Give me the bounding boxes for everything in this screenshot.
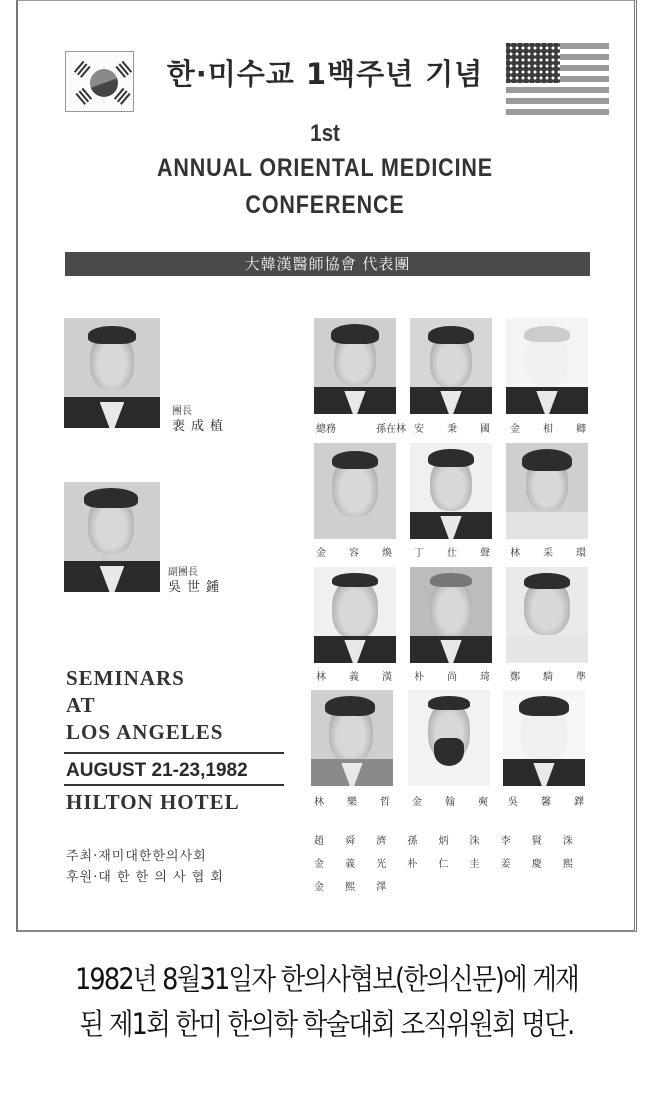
member-label-2: 安 秉 國 (414, 424, 490, 435)
usa-flag-icon (506, 43, 609, 115)
member-photo-11 (408, 690, 490, 786)
member-label-5: 丁 仕 聲 (414, 548, 490, 559)
leader-name-1: 裵成植 (172, 419, 230, 434)
member-photo-8 (410, 567, 492, 663)
venue-line2: AT (66, 693, 96, 717)
member-photo-12 (503, 690, 585, 786)
leader-role-2: 副團長 (168, 567, 198, 578)
member-label-1: 總務 孫在林 (316, 424, 406, 435)
venue-line1: SEMINARS (66, 666, 185, 690)
leader-photo-2 (64, 482, 160, 592)
leader-name-2: 吳世鍾 (168, 580, 226, 595)
member-photo-4 (314, 443, 396, 539)
leader-role-1: 團長 (172, 406, 192, 417)
caption-line1: 1982년 8월31일자 한의사협보(한의신문)에 게재 (74, 962, 579, 996)
member-label-9: 鄭 騎 準 (510, 672, 586, 683)
member-photo-6 (506, 443, 588, 539)
member-label-6: 林 采 環 (510, 548, 586, 559)
member-photo-10 (311, 690, 393, 786)
host-organization: 주최·재미대한한의사회 (66, 849, 207, 864)
member-photo-9 (506, 567, 588, 663)
member-label-8: 朴 尚 琦 (414, 672, 490, 683)
additional-members-list: 趙 舜 濟 孫 炳 洙 李 賢 洙 金 義 光 朴 仁 圭 姜 慶 熙 金 熙 澤 (314, 836, 573, 893)
venue-hotel: HILTON HOTEL (66, 790, 240, 814)
korea-flag-icon (65, 51, 134, 112)
conference-date: AUGUST 21-23,1982 (66, 760, 248, 781)
conference-ordinal: 1st (310, 120, 340, 147)
member-photo-7 (314, 567, 396, 663)
member-photo-3 (506, 318, 588, 414)
leader-photo-1 (64, 318, 160, 428)
divider-rule (64, 784, 284, 786)
supporting-organization: 후원·대 한 한 의 사 협 회 (66, 870, 224, 885)
korean-anniversary-title: 한·미수교 1백주년 기념 (166, 57, 484, 91)
member-photo-1 (314, 318, 396, 414)
conference-title-line2: CONFERENCE (245, 191, 405, 219)
venue-line3: LOS ANGELES (66, 720, 224, 744)
divider-rule (64, 752, 284, 754)
caption-line2: 된 제1회 한미 한의학 학술대회 조직위원회 명단. (79, 1007, 574, 1041)
member-label-10: 林 樂 哲 (314, 797, 390, 808)
member-label-12: 吳 馨 鐸 (508, 797, 584, 808)
member-label-3: 金 相 卿 (510, 424, 586, 435)
member-photo-2 (410, 318, 492, 414)
member-label-11: 金 翰 奭 (412, 797, 488, 808)
member-photo-5 (410, 443, 492, 539)
delegation-banner: 大韓漢醫師協會 代表團 (65, 252, 590, 276)
member-label-7: 林 義 漢 (316, 672, 392, 683)
member-label-4: 金 容 煥 (316, 548, 392, 559)
conference-title-line1: ANNUAL ORIENTAL MEDICINE (157, 154, 493, 182)
